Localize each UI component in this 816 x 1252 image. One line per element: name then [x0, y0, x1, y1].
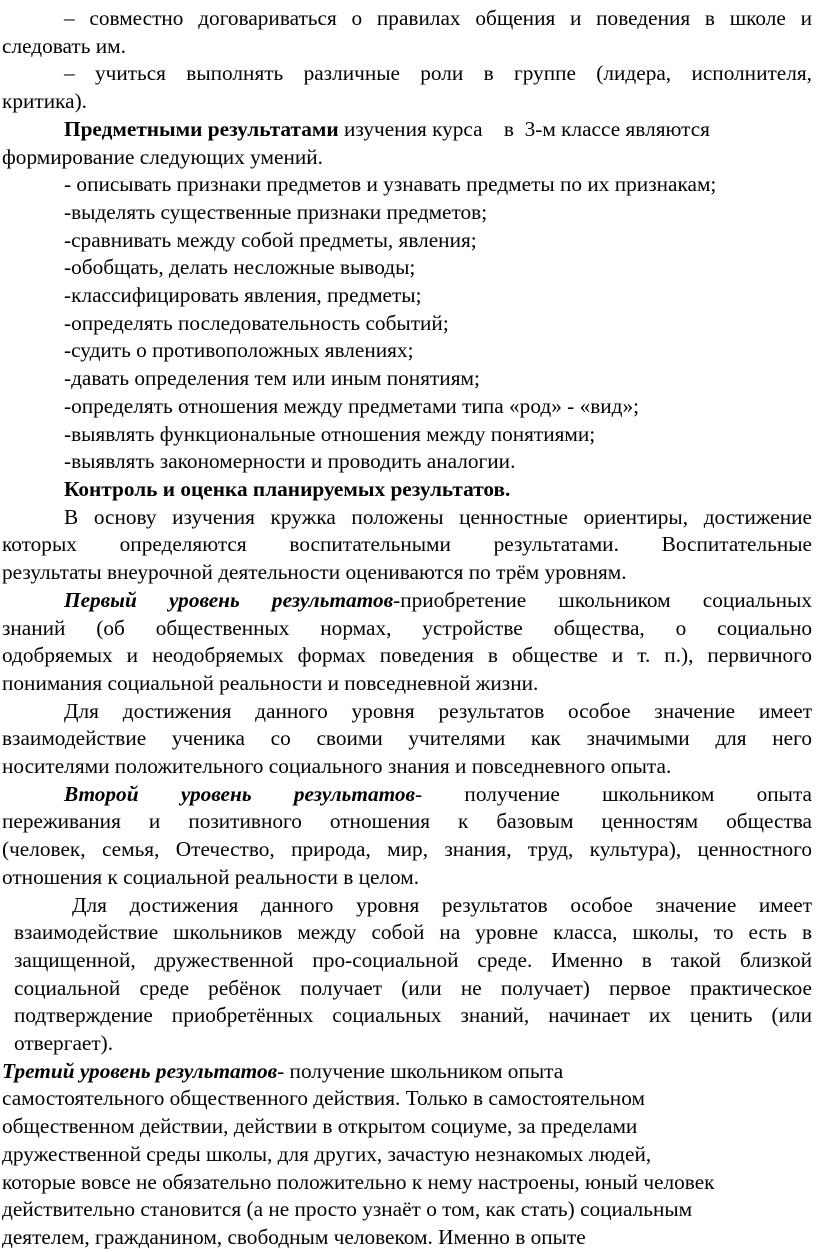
paragraph-line: – совместно договариваться о правилах общения и поведения в школе и: [64, 6, 812, 30]
paragraph-line: следовать им.: [2, 34, 126, 58]
subject-results-term: Предметными результатами: [64, 117, 339, 141]
paragraph-line: защищенной, дружественной про-социальной среде. Именно в такой близкой: [14, 948, 812, 972]
second-level-term: Второй уровень результатов: [64, 782, 416, 806]
first-level-term: Первый уровень результатов: [64, 588, 394, 612]
paragraph-line: отношения к социальной реальности в целом.: [2, 865, 420, 889]
third-level-term: Третий уровень результатов: [2, 1059, 278, 1083]
paragraph-line: носителями положительного социального знания и повседневного опыта.: [2, 754, 672, 778]
list-item: - описывать признаки предметов и узнавать предметы по их признакам;: [64, 172, 717, 196]
paragraph-text: - получение школьником опыта: [415, 782, 812, 806]
paragraph-line: общественном действии, действии в открытом социуме, за пределами: [2, 1114, 638, 1138]
paragraph-line: которых определяются воспитательными результатами. Воспитательные: [2, 532, 812, 556]
paragraph-line: критика).: [2, 89, 87, 113]
list-item: -судить о противоположных явлениях;: [64, 338, 414, 362]
paragraph-text: - получение школьником опыта: [277, 1059, 564, 1083]
paragraph-line: действительно становится (а не просто узнаёт о том, как стать) социальным: [2, 1197, 693, 1221]
paragraph-line: Для достижения данного уровня результатов особое значение имеет: [72, 893, 812, 917]
paragraph-line: Для достижения данного уровня результатов особое значение имеет: [64, 699, 812, 723]
list-item: -обобщать, делать несложные выводы;: [64, 255, 416, 279]
paragraph-line: деятелем, гражданином, свободным человеком. Именно в опыте: [2, 1225, 586, 1249]
paragraph-line: знаний (об общественных нормах, устройстве общества, о социально: [2, 616, 812, 640]
list-item: -сравнивать между собой предметы, явления;: [64, 228, 477, 252]
list-item: -выделять существенные признаки предметов;: [64, 200, 488, 224]
paragraph-line: подтверждение приобретённых социальных знаний, начинает их ценить (или: [14, 1003, 812, 1027]
paragraph-line: результаты внеурочной деятельности оцениваются по трём уровням.: [2, 560, 627, 584]
list-item: -выявлять закономерности и проводить аналогии.: [64, 449, 516, 473]
paragraph-line: отвергает).: [14, 1031, 114, 1055]
paragraph-line: понимания социальной реальности и повседневной жизни.: [2, 671, 539, 695]
list-item: -определять последовательность событий;: [64, 311, 449, 335]
list-item: -давать определения тем или иным понятиям;: [64, 366, 480, 390]
paragraph-line: [64, 779, 812, 809]
paragraph-line: [64, 114, 812, 144]
paragraph-line: формирование следующих умений.: [2, 145, 323, 169]
paragraph-line: – учиться выполнять различные роли в группе (лидера, исполнителя,: [64, 61, 812, 85]
paragraph-line: которые вовсе не обязательно положительно к нему настроены, юный человек: [2, 1170, 715, 1194]
paragraph-line: дружественной среды школы, для других, зачастую незнакомых людей,: [2, 1142, 652, 1166]
paragraph-line: [2, 1056, 563, 1086]
paragraph-line: взаимодействие школьников между собой на уровне класса, школы, то есть в: [14, 920, 812, 944]
paragraph-line: (человек, семья, Отечество, природа, мир, знания, труд, культура), ценностного: [2, 837, 812, 861]
section-heading: Контроль и оценка планируемых результатов.: [64, 477, 511, 501]
paragraph-text: изучения курса в 3-м классе являются: [338, 117, 710, 141]
paragraph-line: [64, 585, 812, 615]
paragraph-line: переживания и позитивного отношения к базовым ценностям общества: [2, 809, 812, 833]
paragraph-text: -приобретение школьником социальных: [393, 588, 812, 612]
paragraph-line: взаимодействие ученика со своими учителями как значимыми для него: [2, 726, 812, 750]
list-item: -выявлять функциональные отношения между понятиями;: [64, 422, 596, 446]
paragraph-line: одобряемых и неодобряемых формах поведения в обществе и т. п.), первичного: [2, 643, 812, 667]
list-item: -определять отношения между предметами типа «род» - «вид»;: [64, 394, 640, 418]
paragraph-line: самостоятельного общественного действия. Только в самостоятельном: [2, 1086, 645, 1110]
paragraph-line: В основу изучения кружка положены ценностные ориентиры, достижение: [64, 505, 812, 529]
paragraph-line: социальной среде ребёнок получает (или не получает) первое практическое: [14, 976, 812, 1000]
list-item: -классифицировать явления, предметы;: [64, 283, 422, 307]
